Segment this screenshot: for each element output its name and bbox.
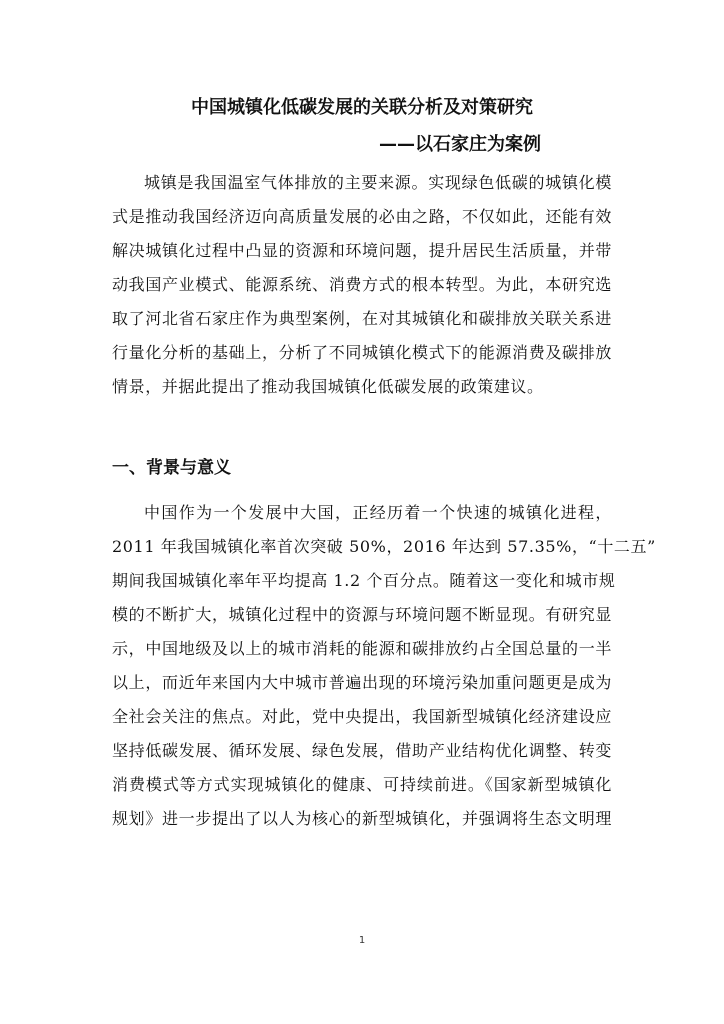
paragraph-line: 坚持低碳发展、循环发展、绿色发展，借助产业结构优化调整、转变 (112, 741, 612, 760)
paragraph-line: 规划》进一步提出了以人为核心的新型城镇化，并强调将生态文明理 (112, 809, 612, 828)
document-title: 中国城镇化低碳发展的关联分析及对策研究 (191, 97, 533, 118)
abstract-paragraph (112, 166, 612, 404)
paragraph-line: 模的不断扩大，城镇化过程中的资源与环境问题不断显现。有研究显 (112, 605, 612, 624)
paragraph-line: 以上，而近年来国内大中城市普遍出现的环境污染加重问题更是成为 (112, 673, 612, 692)
document-subtitle: ——以石家庄为案例 (379, 134, 541, 155)
paragraph-line: 情景，并据此提出了推动我国城镇化低碳发展的政策建议。 (112, 377, 544, 396)
paragraph-line: 全社会关注的焦点。对此，党中央提出，我国新型城镇化经济建设应 (112, 707, 612, 726)
paragraph-line: 中国作为一个发展中大国，正经历着一个快速的城镇化进程， (144, 503, 612, 522)
page-number: 1 (358, 935, 366, 946)
paragraph-line: 行量化分析的基础上，分析了不同城镇化模式下的能源消费及碳排放 (112, 343, 612, 362)
paragraph-line: 式是推动我国经济迈向高质量发展的必由之路，不仅如此，还能有效 (112, 207, 612, 226)
paragraph-line: 2011 年我国城镇化率首次突破 50%，2016 年达到 57.35%，“十二五” (112, 537, 656, 556)
paragraph-line: 动我国产业模式、能源系统、消费方式的根本转型。为此，本研究选 (112, 275, 612, 294)
paragraph-line: 期间我国城镇化率年平均提高 1.2 个百分点。随着这一变化和城市规 (112, 571, 616, 590)
paragraph-line: 城镇是我国温室气体排放的主要来源。实现绿色低碳的城镇化模 (144, 173, 612, 192)
paragraph-line: 示，中国地级及以上的城市消耗的能源和碳排放约占全国总量的一半 (112, 639, 612, 658)
paragraph-line: 解决城镇化过程中凸显的资源和环境问题，提升居民生活质量，并带 (112, 241, 612, 260)
body-paragraph (112, 496, 656, 836)
paragraph-line: 消费模式等方式实现城镇化的健康、可持续前进。《国家新型城镇化 (112, 775, 612, 794)
paragraph-line: 取了河北省石家庄作为典型案例，在对其城镇化和碳排放关联关系进 (112, 309, 612, 328)
section-heading: 一、背景与意义 (112, 458, 231, 478)
